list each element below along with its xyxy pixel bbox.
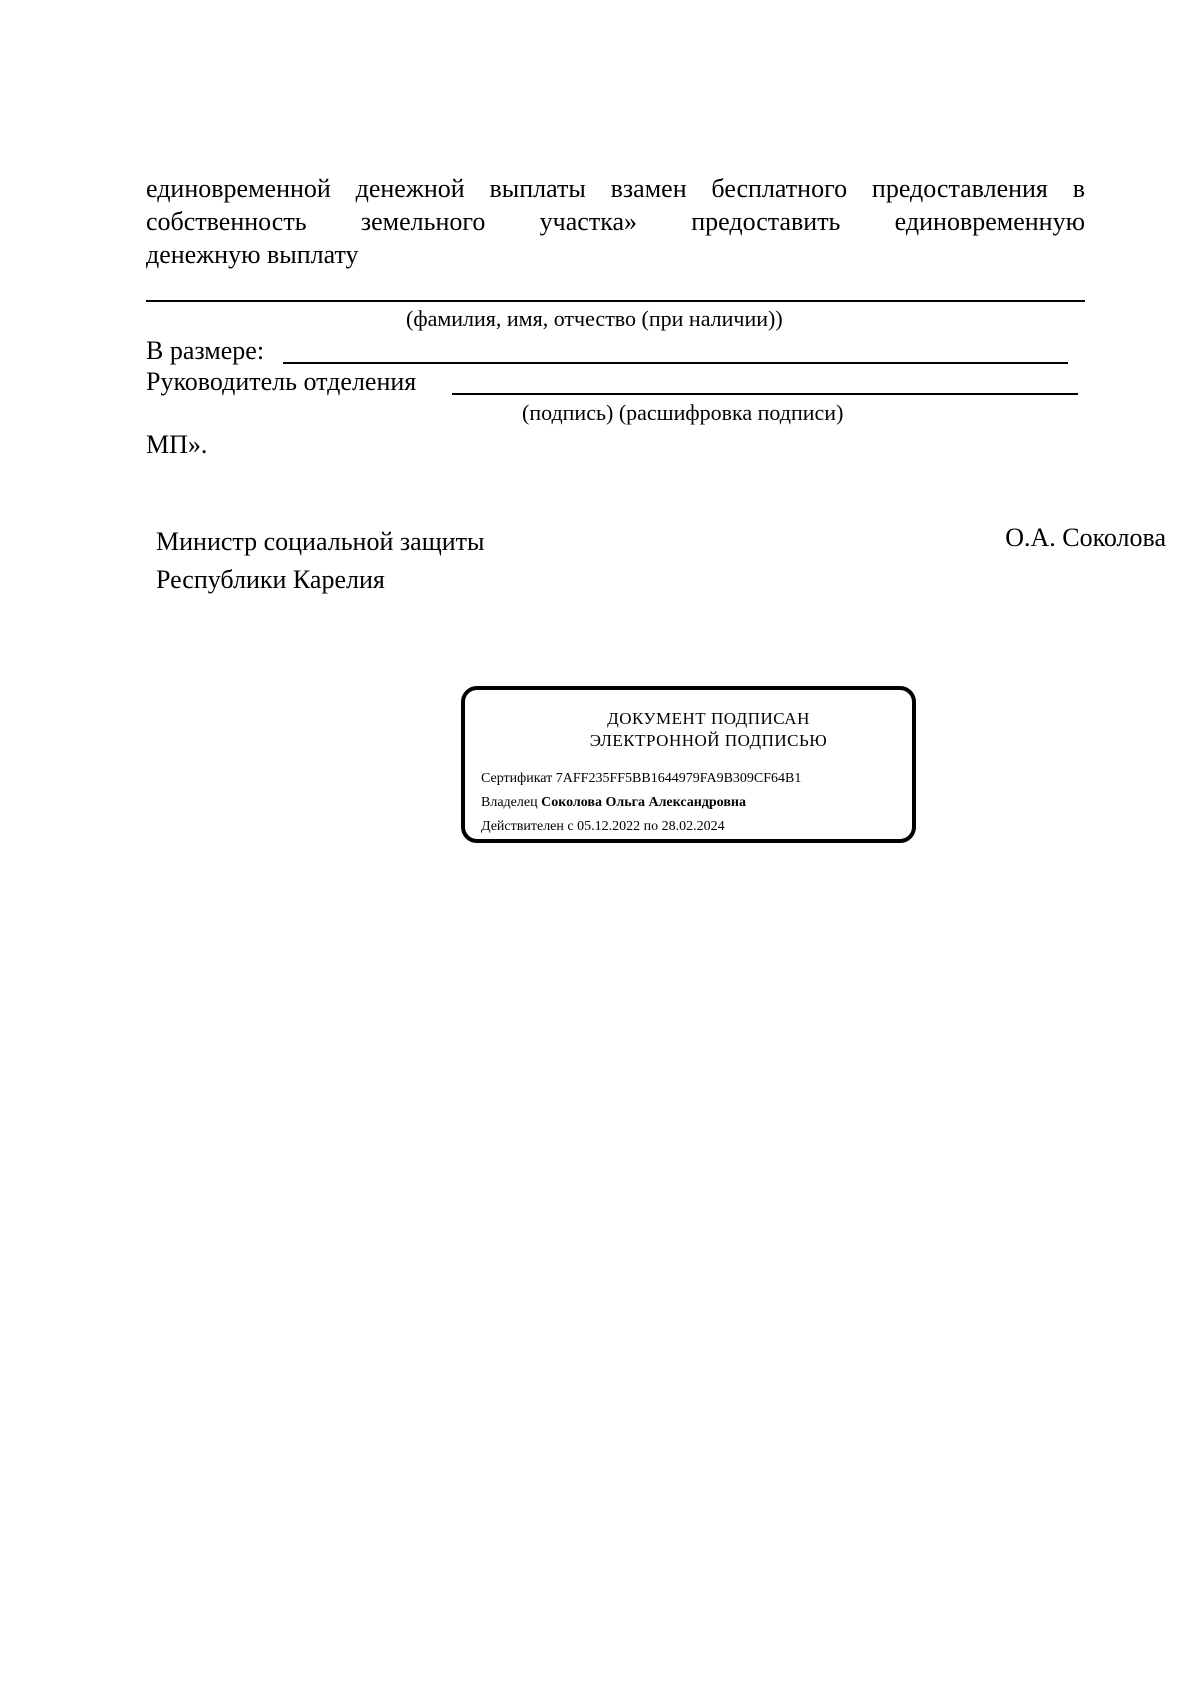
mp-mark: МП». <box>146 430 208 459</box>
head-blank-line <box>452 393 1078 395</box>
body-line-2: собственность земельного участка» предоставить единовременную <box>146 207 1085 236</box>
signer-position <box>156 523 484 599</box>
fio-caption: (фамилия, имя, отчество (при наличии)) <box>406 306 783 331</box>
certificate-value: 7AFF235FF5BB1644979FA9B309CF64B1 <box>555 771 802 786</box>
signature-caption: (подпись) (расшифровка подписи) <box>522 400 844 425</box>
stamp-owner-row <box>481 791 801 815</box>
stamp-title-line-1: ДОКУМЕНТ ПОДПИСАН <box>607 709 810 728</box>
head-label: Руководитель отделения <box>146 367 417 396</box>
signer-position-line-1: Министр социальной защиты <box>156 527 485 556</box>
signer-position-line-2: Республики Карелия <box>156 565 385 594</box>
stamp-validity-row <box>481 815 801 839</box>
stamp-details <box>481 767 801 839</box>
validity-from-date: 05.12.2022 <box>577 819 641 834</box>
body-line-1: единовременной денежной выплаты взамен бесплатного предоставления в <box>146 174 1085 203</box>
signer-name: О.А. Соколова <box>1005 523 1166 552</box>
owner-label: Владелец <box>481 795 538 810</box>
stamp-title <box>465 708 912 752</box>
owner-value: Соколова Ольга Александровна <box>541 795 746 810</box>
size-blank-line <box>283 362 1068 364</box>
body-paragraph <box>146 172 1085 271</box>
certificate-label: Сертификат <box>481 771 553 786</box>
fio-blank-line <box>146 300 1085 302</box>
size-label: В размере: <box>146 336 265 365</box>
validity-to-date: 28.02.2024 <box>661 819 725 834</box>
stamp-certificate-row <box>481 767 801 791</box>
electronic-signature-stamp <box>461 686 916 843</box>
validity-label: Действителен <box>481 819 564 834</box>
body-line-3: денежную выплату <box>146 240 359 269</box>
validity-to-prefix: по <box>643 819 659 834</box>
validity-from-prefix: с <box>567 819 574 834</box>
stamp-title-line-2: ЭЛЕКТРОННОЙ ПОДПИСЬЮ <box>589 731 828 750</box>
